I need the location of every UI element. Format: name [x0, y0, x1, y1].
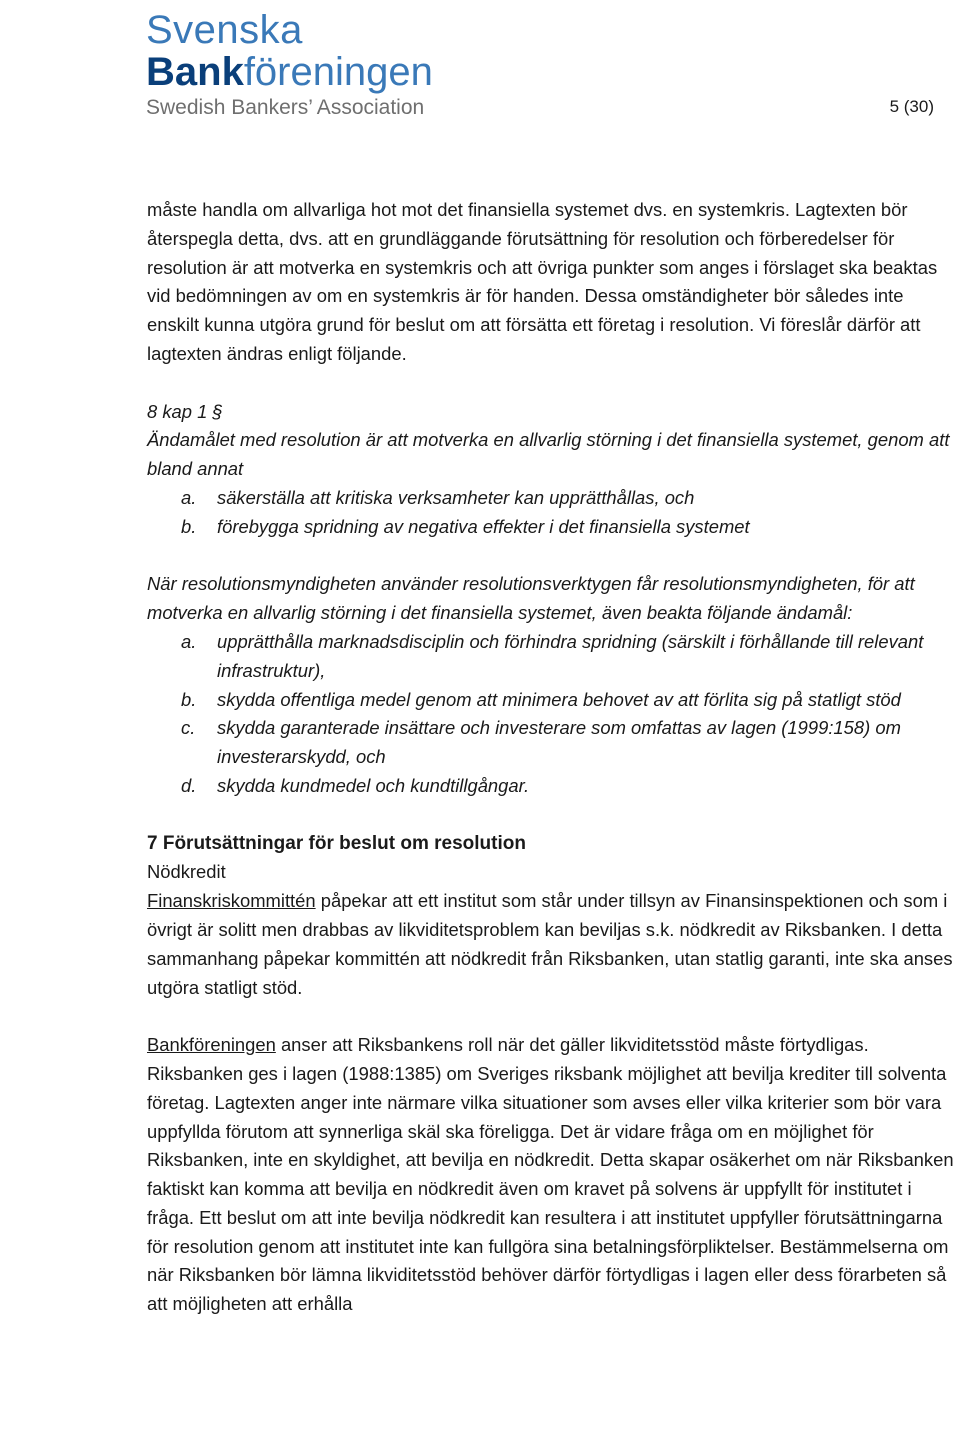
quote2-text: När resolutionsmyndigheten använder resolutionsverktygen får resolutionsmyndigheten, för att motverka en allvarlig störning i det finansiella systemet, även beakta följande ändamål: — [147, 573, 915, 624]
list-item: a. säkerställa att kritiska verksamheter kan upprätthållas, och — [181, 486, 695, 508]
underlined-lead: Finanskriskommittén — [147, 890, 316, 912]
page-number: 5 (30) — [889, 97, 934, 116]
list-item: b. förebygga spridning av negativa effekter i det finansiella systemet — [181, 515, 750, 537]
section-heading: 7 Förutsättningar för beslut om resolution — [147, 832, 526, 854]
logo — [146, 10, 433, 120]
list-item: b. skydda offentliga medel genom att minimera behovet av att förlita sig på statligt stöd — [181, 688, 901, 710]
logo-tagline: Swedish Bankers’ Association — [146, 96, 425, 119]
quote1-heading: 8 kap 1 § — [147, 400, 223, 422]
paragraph-intro: måste handla om allvarliga hot mot det finansiella systemet dvs. en systemkris. Lagtexten bör återspegla detta, dvs. att en grundläggande förutsättning för resolution och förberedelser för resolution är att motverka en systemkris och att övriga punkter som anges i förslaget ska beaktas vid bedömningen av om en systemkris är för handen. Dessa omständigheter bör således inte enskilt kunna utgöra grund för beslut om att försätta ett företag i resolution. Vi föreslår därför att lagtexten ändras enligt följande. — [147, 199, 938, 364]
list-item: a. upprätthålla marknadsdisciplin och förhindra spridning (särskilt i förhållande till relevant infrastruktur), — [181, 630, 924, 681]
logo-rest-part: föreningen — [243, 50, 433, 94]
logo-line-2 — [146, 52, 433, 92]
logo-line-1: Svenska — [146, 8, 303, 52]
subheading: Nödkredit — [147, 861, 226, 883]
quote1-text: Ändamålet med resolution är att motverka en allvarlig störning i det finansiella systemet, genom att bland annat — [147, 429, 950, 480]
underlined-lead: Bankföreningen — [147, 1034, 276, 1056]
list-item: c. skydda garanterade insättare och investerare som omfattas av lagen (1999:158) om investerarskydd, och — [181, 717, 901, 768]
paragraph-nodkredit: Finanskriskommittén påpekar att ett institut som står under tillsyn av Finansinspektionen och som i övrigt är solitt men drabbas av likviditetsproblem kan beviljas s.k. nödkredit av Riksbanken. I detta sammanhang påpekar kommittén att nödkredit från Riksbanken, utan statlig garanti, inte ska anses utgöra statligt stöd. — [147, 890, 953, 998]
document-body — [147, 196, 960, 1319]
list-item: d. skydda kundmedel och kundtillgångar. — [181, 774, 530, 796]
logo-bold-part: Bank — [146, 50, 244, 94]
paragraph-bankforeningen: Bankföreningen anser att Riksbankens roll när det gäller likviditetsstöd måste förtydligas. Riksbanken ges i lagen (1988:1385) om Sveriges riksbank möjlighet att bevilja krediter till solventa företag. Lagtexten anger inte närmare vilka situationer som avses eller vilka kriterier som bör vara uppfyllda förutom att synnerliga skäl ska föreligga. Det är vidare fråga om en möjlighet för Riksbanken, inte en skyldighet, att bevilja en nödkredit. Detta skapar osäkerhet om när Riksbanken faktiskt kan komma att bevilja en nödkredit även om kravet på solvens är uppfyllt för institutet i fråga. Ett beslut om att inte bevilja nödkredit kan resultera i att institutet uppfyller förutsättningarna för resolution genom att institutet inte kan fullgöra sina betalningsförpliktelser. Bestämmelserna om när Riksbanken bör lämna likviditetsstöd behöver därför förtydligas i lagen eller dess förarbeten så att möjligheten att erhålla — [147, 1034, 954, 1315]
